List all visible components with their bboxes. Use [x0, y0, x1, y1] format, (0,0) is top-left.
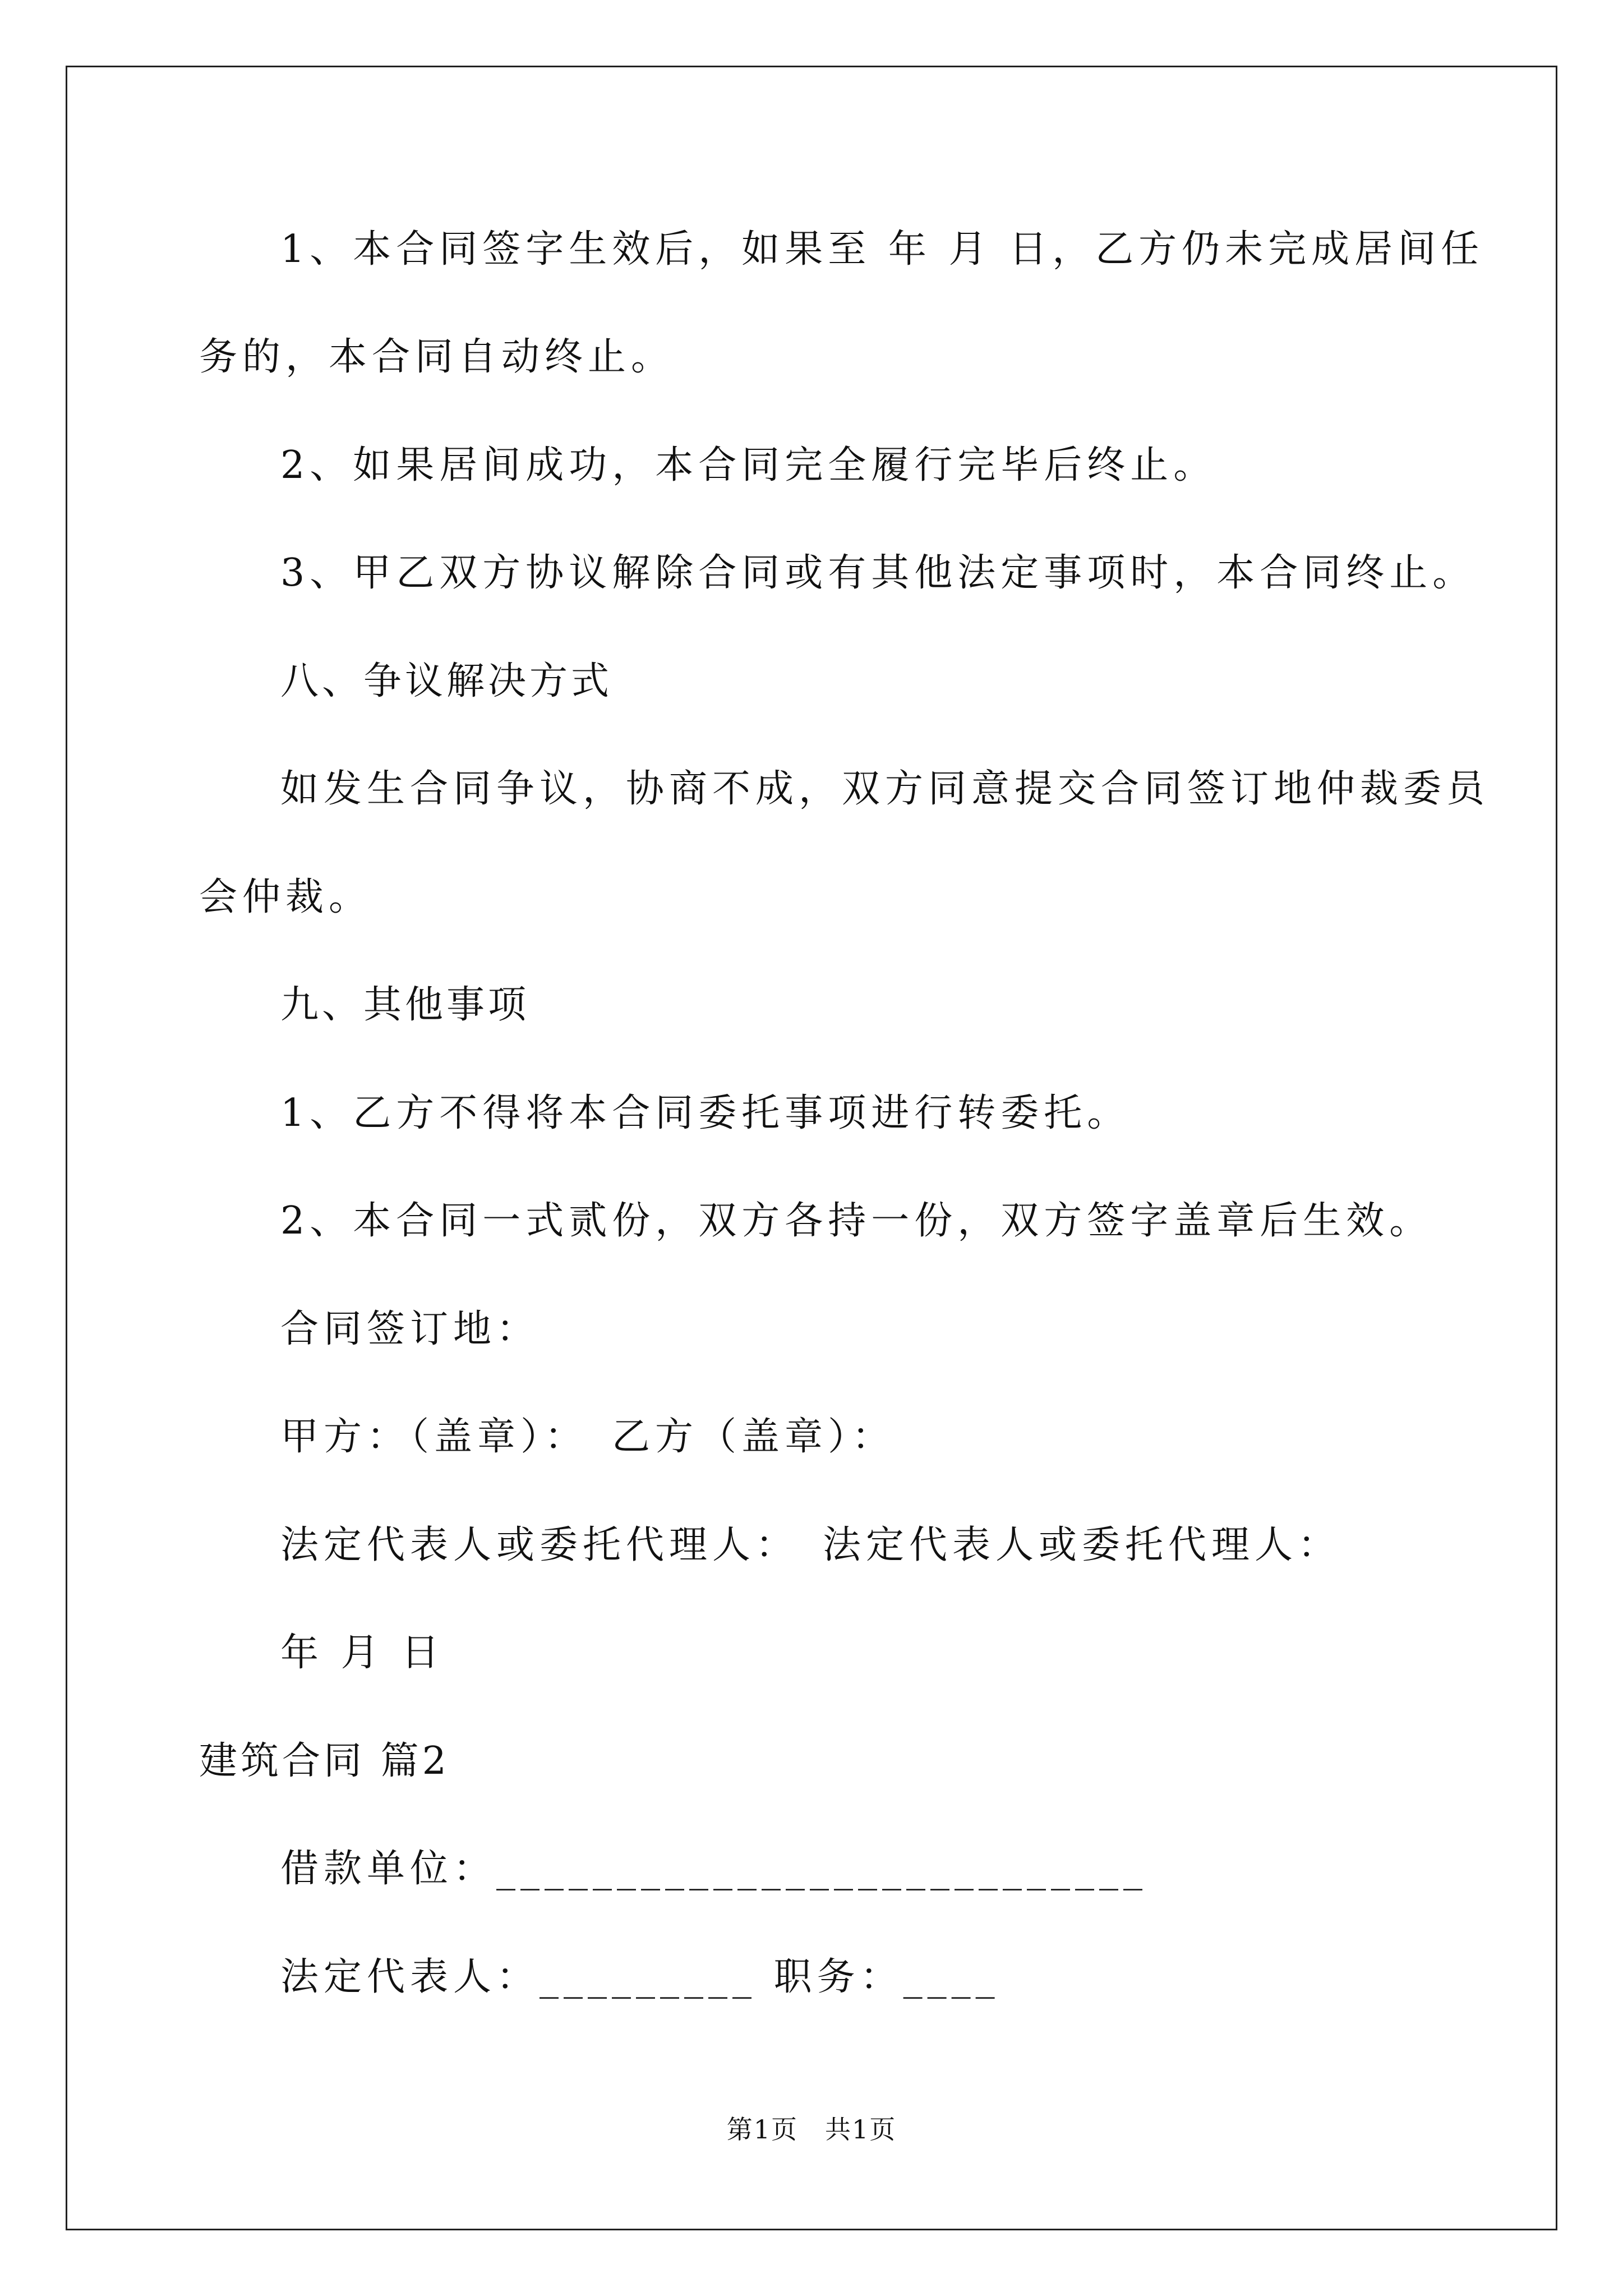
page-number: 第1页 共1页 [726, 2114, 897, 2145]
legal-representatives: 法定代表人或委托代理人： 法定代表人或委托代理人： [280, 1523, 1341, 1567]
party-seals: 甲方：（盖章）： 乙方（盖章）： [280, 1415, 896, 1459]
clause-9-2: 2、本合同一式贰份，双方各持一份，双方签字盖章后生效。 [280, 1199, 1433, 1243]
representative-position-field: 法定代表人：_________ 职务：____ [280, 1955, 1000, 1999]
borrower-field: 借款单位：___________________________ [280, 1847, 1148, 1891]
dispute-clause-line-1: 如发生合同争议，协商不成，双方同意提交合同签订地仲裁委员 [280, 767, 1490, 811]
section-heading-dispute-resolution: 八、争议解决方式 [280, 659, 613, 703]
clause-7-2: 2、如果居间成功，本合同完全履行完毕后终止。 [280, 443, 1217, 487]
page-border [66, 66, 1557, 2230]
clause-7-1-line-2: 务的，本合同自动终止。 [199, 335, 675, 379]
clause-9-1: 1、乙方不得将本合同委托事项进行转委托。 [280, 1091, 1131, 1135]
contract-title-part-2: 建筑合同 篇2 [199, 1739, 450, 1783]
dispute-clause-line-2: 会仲裁。 [199, 875, 372, 919]
signing-place: 合同签订地： [280, 1307, 540, 1351]
clause-7-1-line-1: 1、本合同签字生效后，如果至 年 月 日，乙方仍未完成居间任 [280, 227, 1484, 272]
clause-7-3: 3、甲乙双方协议解除合同或有其他法定事项时，本合同终止。 [280, 551, 1476, 595]
section-heading-other-matters: 九、其他事项 [280, 983, 530, 1027]
signing-date: 年 月 日 [280, 1631, 445, 1675]
